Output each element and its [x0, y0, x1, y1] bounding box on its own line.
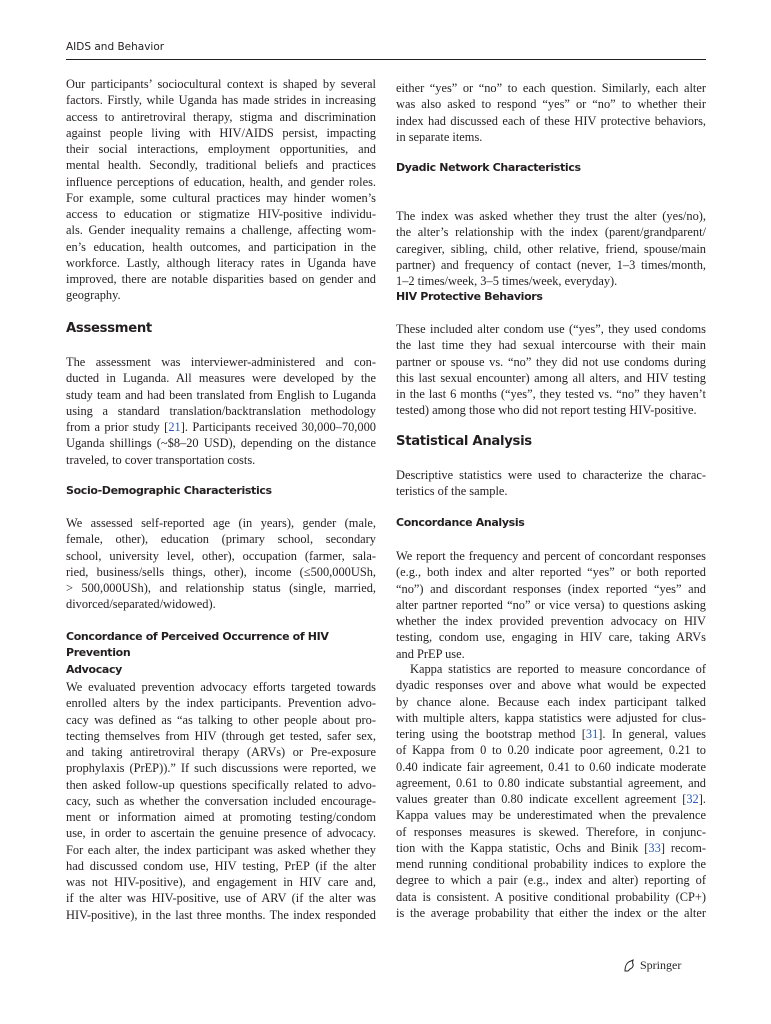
- text-line: partner) and frequency of contact (never, 1–3 times/month,: [396, 257, 706, 272]
- subsection-title: Concordance of Perceived Occurrence of HIV Prevention: [66, 630, 329, 660]
- citation-link[interactable]: 33: [648, 840, 661, 855]
- text-line: values greater than 0.80 indicate excellent agreement [32].: [396, 792, 706, 806]
- text-line: tering using the bootstrap method [31]. In general, values: [396, 727, 706, 741]
- text-line: ried, business/sells things, other), income (≤500,000USh,: [66, 564, 376, 579]
- text-line: mend running conditional probability indices to explore the: [396, 857, 706, 871]
- text-line: of responses measures is skewed. Therefore, in conjunc-: [396, 824, 706, 839]
- text-line: Our participants’ sociocultural context is shaped by several: [66, 77, 376, 91]
- paragraph: [396, 661, 706, 921]
- text-line: by chance alone. Because each index participant talked: [396, 694, 706, 709]
- text-line: For each alter, the index participant was asked whether they: [66, 842, 376, 857]
- text-line: HIV-positive), in the last three months. The index responded: [66, 907, 376, 922]
- paragraph: [396, 321, 706, 419]
- text-line: female, other), education (primary school, secondary: [66, 532, 376, 547]
- text-line: We evaluated prevention advocacy efforts targeted towards: [66, 680, 376, 694]
- paragraph: [66, 679, 376, 923]
- text-line: data is consistent. A positive conditional probability (CP+): [396, 889, 706, 904]
- text-line: using a standard translation/backtranslation methodology: [66, 403, 376, 418]
- text-line: dyadic responses over and above what would be expected: [396, 678, 706, 693]
- text-line: this last sexual encounter) among all alters, and HIV testing: [396, 370, 706, 385]
- text-line: alter partner reported “no” or vice versa) to questions asking: [396, 597, 706, 612]
- text-line: school, university level, other), occupation (farmer, sala-: [66, 548, 376, 563]
- citation-link[interactable]: 31: [585, 727, 599, 741]
- text-line: cacy was defined as “as talking to other people about pro-: [66, 712, 376, 727]
- paragraph: [396, 208, 706, 289]
- text-line: tecting themselves from HIV (through get tested, safer sex,: [66, 728, 376, 743]
- section-title: Assessment: [66, 321, 152, 336]
- subsection-title: Socio-Demographic Characteristics: [66, 484, 272, 497]
- text-line: testing, condom use, engaging in HIV care, taking ARVs: [396, 630, 706, 645]
- text-line: whether the index provided prevention advocacy on HIV: [396, 614, 706, 628]
- text-line: enrolled alters by the index participants. Prevention advo-: [66, 696, 376, 711]
- text-line: use, in order to ascertain the genuine presence of advocacy.: [66, 826, 376, 841]
- text-line: if the alter was HIV-positive, use of ARV (if the alter was: [66, 891, 376, 906]
- text-line: For example, some cultural practices may hinder women’s: [66, 190, 376, 205]
- text-line: degree to which a pair (e.g., index and alter) reporting of: [396, 873, 706, 888]
- section-title: Statistical Analysis: [396, 434, 532, 449]
- text-line: access to antiretroviral therapy, stigma and discrimination: [66, 109, 376, 124]
- text-line: then asked follow-up questions specifically related to advo-: [66, 777, 376, 792]
- publisher-name: Springer: [640, 958, 682, 972]
- text-line: study team and had been translated from English to Luganda: [66, 387, 376, 402]
- subsection-title: Dyadic Network Characteristics: [396, 161, 581, 174]
- section-heading: [396, 289, 706, 305]
- text-line: We assessed self-reported age (in years), gender (male,: [66, 516, 376, 530]
- text-line: als. Gender inequality remains a challenge, affecting wom-: [66, 223, 376, 238]
- text-line: The index was asked whether they trust the alter (yes/no),: [396, 209, 706, 223]
- section-heading: [396, 515, 706, 531]
- springer-horse-icon: [622, 959, 636, 973]
- text-line: influence perceptions of education, health, and gender roles.: [66, 174, 376, 189]
- text-line: ment or information aimed at promoting testing/condom: [66, 810, 376, 824]
- text-line: in the last 6 months (“yes”, they tested vs. “no” they haven’t: [396, 387, 706, 401]
- running-header: AIDS and Behavior: [66, 41, 165, 53]
- section-heading: [396, 160, 706, 176]
- publisher-footer: [622, 958, 681, 973]
- section-heading: [396, 434, 706, 450]
- text-line: 1–2 times/week, 3–5 times/week, everyday).: [396, 274, 618, 288]
- text-line: workforce. Lastly, although literacy rates in Uganda have: [66, 255, 376, 270]
- text-line: We report the frequency and percent of concordant responses: [396, 549, 706, 563]
- text-line: had discussed condom use, HIV testing, PrEP (if the alter: [66, 858, 376, 873]
- text-line: with multiple alters, kappa statistics were adjusted for clus-: [396, 710, 706, 725]
- text-line: against people living with HIV/AIDS persist, impacting: [66, 125, 376, 140]
- text-line: These included alter condom use (“yes”, they used condoms: [396, 322, 706, 336]
- text-line: was also asked to respond “yes” or “no” to whether their: [396, 97, 706, 112]
- text-line: “no”) and discordant responses (index reported “yes” and: [396, 581, 706, 596]
- subsection-title: HIV Protective Behaviors: [396, 290, 543, 303]
- subsection-title: Concordance Analysis: [396, 516, 525, 529]
- text-line: is the average probability that either the index or the alter: [396, 905, 706, 920]
- text-line: caregiver, sibling, child, other relative, friend, spouse/main: [396, 241, 706, 256]
- text-line: teristics of the sample.: [396, 484, 508, 499]
- text-line: and PrEP use.: [396, 646, 465, 661]
- text-line: Kappa statistics are reported to measure concordance of: [410, 662, 706, 676]
- text-line: tion with the Kappa statistic, Ochs and Binik [33] recom-: [396, 840, 706, 855]
- text-line: factors. Firstly, while Uganda has made strides in increasing: [66, 93, 376, 108]
- paragraph: [66, 354, 376, 468]
- text-line: Descriptive statistics were used to characterize the charac-: [396, 468, 706, 482]
- text-line: Uganda shillings (~$8–20 USD), depending on the distance: [66, 436, 376, 451]
- text-line: divorced/separated/widowed).: [66, 597, 216, 612]
- text-line: 0.40 indicate fair agreement, 0.41 to 0.60 indicate moderate: [396, 759, 706, 774]
- section-heading: [66, 483, 376, 499]
- text-line: access to education or stigmatize HIV-positive individu-: [66, 207, 376, 221]
- text-line: prophylaxis (PrEP)).” If such discussions were reported, we: [66, 761, 376, 776]
- text-line: en’s education, health outcomes, and participation in the: [66, 239, 376, 254]
- text-line: the alter’s relationship with the index (parent/grandparent/: [396, 225, 706, 240]
- text-line: their social interactions, employment opportunities, and: [66, 142, 376, 156]
- header-rule: [66, 59, 706, 60]
- text-line: cacy, such as whether the conversation included encourage-: [66, 793, 376, 808]
- text-line: (e.g., both index and alter reported “yes” or both reported: [396, 565, 706, 580]
- text-line: Kappa values may be underestimated when the prevalence: [396, 808, 706, 823]
- text-line: ducted in Luganda. All measures were developed by the: [66, 371, 376, 386]
- paragraph: [396, 467, 706, 500]
- text-line: geography.: [66, 288, 121, 303]
- text-line: in separate items.: [396, 129, 483, 144]
- text-line: mental health. Secondly, traditional beliefs and practices: [66, 158, 376, 173]
- text-line: index had discussed each of these HIV protective behaviors,: [396, 113, 706, 128]
- text-line: either “yes” or “no” to each question. Similarly, each alter: [396, 81, 706, 95]
- paragraph: [396, 548, 706, 662]
- text-line: from a prior study [21]. Participants received 30,000–70,000: [66, 420, 376, 434]
- text-line: improved, there are notable disparities based on gender and: [66, 272, 376, 286]
- section-heading: [66, 629, 376, 678]
- text-line: traveled, to cover transportation costs.: [66, 452, 256, 467]
- paragraph: [66, 76, 376, 304]
- text-line: partner or spouse vs. “no” they did not use condoms during: [396, 354, 706, 369]
- paragraph: [396, 80, 706, 145]
- text-line: > 500,000USh), and relationship status (single, married,: [66, 581, 376, 595]
- subsection-title: Advocacy: [66, 662, 122, 676]
- section-heading: [66, 321, 376, 337]
- text-line: the last time they had sexual intercourse with their main: [396, 338, 706, 353]
- text-line: tested) among those who did not report testing HIV-positive.: [396, 403, 697, 418]
- text-line: agreement, 0.61 to 0.80 indicate substantial agreement, and: [396, 775, 706, 790]
- text-line: of Kappa from 0 to 0.20 indicate poor agreement, 0.21 to: [396, 743, 706, 758]
- text-line: and taking antiretroviral therapy (ARVs) or Pre-exposure: [66, 745, 376, 759]
- paragraph: [66, 515, 376, 613]
- citation-link[interactable]: 21: [168, 420, 181, 434]
- text-line: The assessment was interviewer-administered and con-: [66, 355, 376, 369]
- citation-link[interactable]: 32: [686, 792, 699, 806]
- text-line: was not HIV-positive), and engagement in HIV care and,: [66, 875, 376, 889]
